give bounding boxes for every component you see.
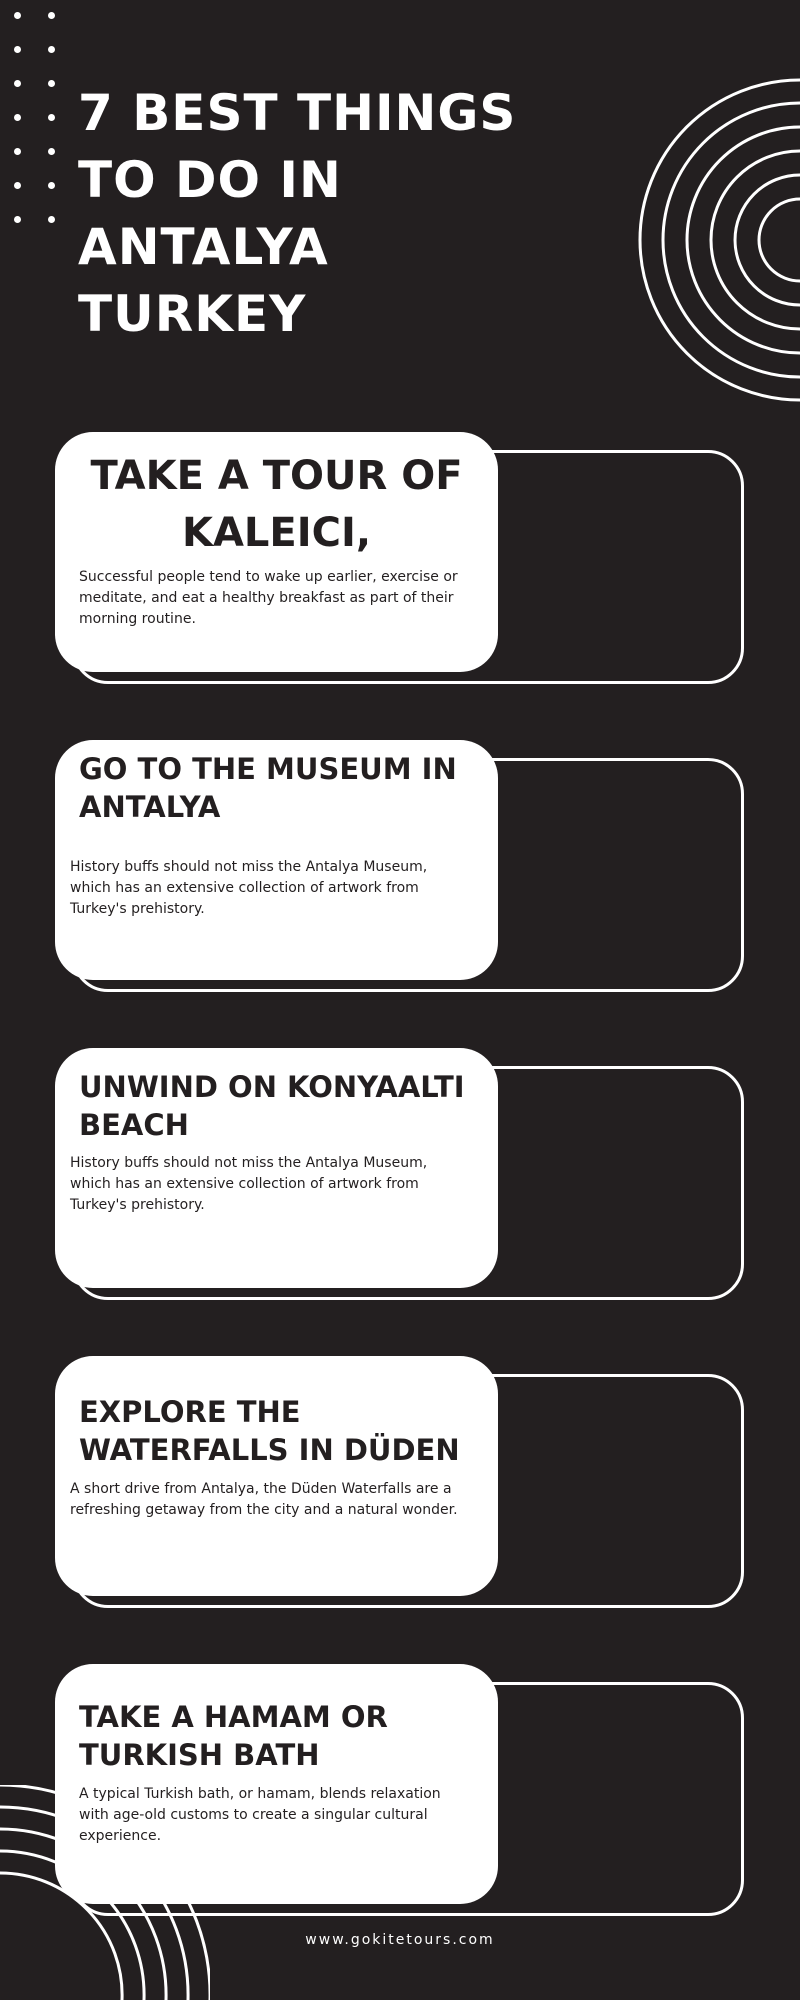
card-description: A typical Turkish bath, or hamam, blends relaxation with age-old customs to create a singular cultural experience. bbox=[79, 1786, 441, 1844]
activity-card bbox=[55, 1048, 498, 1288]
dot bbox=[48, 182, 55, 189]
card-title: TAKE A HAMAM OR TURKISH BATH bbox=[79, 1700, 388, 1772]
concentric-arcs-top-right bbox=[550, 75, 800, 405]
card-description: A short drive from Antalya, the Düden Waterfalls are a refreshing getaway from the city and a natural wonder. bbox=[70, 1481, 458, 1518]
card-title: EXPLORE THE WATERFALLS IN DÜDEN bbox=[79, 1395, 460, 1467]
dot bbox=[14, 216, 21, 223]
website-url: www.gokitetours.com bbox=[305, 1932, 495, 1948]
card-description: History buffs should not miss the Antalya Museum, which has an extensive collection of artwork from Turkey's prehistory. bbox=[70, 1155, 428, 1213]
activity-card bbox=[55, 1664, 498, 1904]
dot bbox=[48, 46, 55, 53]
dot bbox=[14, 12, 21, 19]
card-title: GO TO THE MUSEUM IN ANTALYA bbox=[79, 752, 457, 824]
card-description: History buffs should not miss the Antalya Museum, which has an extensive collection of artwork from Turkey's prehistory. bbox=[70, 859, 428, 917]
dot bbox=[14, 80, 21, 87]
title-line: ANTALYA bbox=[78, 218, 329, 276]
title-line: TO DO IN bbox=[78, 151, 342, 209]
title-line: TURKEY bbox=[78, 285, 307, 343]
card-title: UNWIND ON KONYAALTI BEACH bbox=[79, 1070, 465, 1142]
activity-card bbox=[55, 740, 498, 980]
dot bbox=[14, 46, 21, 53]
dot bbox=[14, 182, 21, 189]
dot bbox=[48, 12, 55, 19]
activity-card bbox=[55, 1356, 498, 1596]
dot bbox=[48, 80, 55, 87]
page-title bbox=[78, 80, 558, 348]
title-line: 7 BEST THINGS bbox=[78, 84, 517, 142]
dot bbox=[48, 216, 55, 223]
dot bbox=[48, 114, 55, 121]
dot bbox=[14, 114, 21, 121]
dot bbox=[48, 148, 55, 155]
card-title: TAKE A TOUR OF KALEICI, bbox=[90, 453, 463, 556]
card-description: Successful people tend to wake up earlier, exercise or meditate, and eat a healthy breakfast as part of their morning routine. bbox=[79, 569, 458, 627]
activity-card bbox=[55, 432, 498, 672]
dot bbox=[14, 148, 21, 155]
